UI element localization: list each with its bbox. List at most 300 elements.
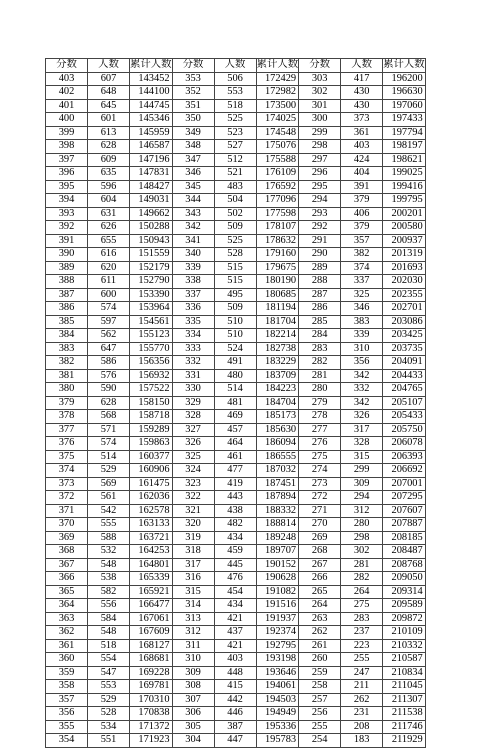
count-cell: 247 [341,666,383,680]
score-cell: 376 [46,437,88,451]
cumulative-cell: 210109 [383,626,426,640]
score-cell: 371 [46,504,88,518]
table-row [46,356,426,370]
score-cell: 403 [46,72,88,86]
score-cell: 381 [46,369,88,383]
count-cell: 521 [214,167,256,181]
cumulative-cell: 207001 [383,477,426,491]
cumulative-cell: 167061 [130,612,173,626]
count-cell: 424 [341,153,383,167]
count-cell: 379 [341,221,383,235]
count-cell: 525 [214,113,256,127]
count-cell: 512 [214,153,256,167]
score-cell: 350 [172,113,214,127]
cumulative-cell: 143452 [130,72,173,86]
cumulative-cell: 178107 [256,221,299,235]
score-cell: 398 [46,140,88,154]
count-cell: 528 [214,248,256,262]
count-cell: 443 [214,491,256,505]
count-cell: 461 [214,450,256,464]
count-cell: 361 [341,126,383,140]
count-cell: 231 [341,707,383,721]
count-cell: 510 [214,315,256,329]
header-cumulative-1: 累计人数 [130,59,172,71]
cumulative-cell: 197060 [383,99,426,113]
count-cell: 561 [88,491,130,505]
cumulative-cell: 176109 [256,167,299,181]
score-cell: 286 [299,302,341,316]
cumulative-cell: 153390 [130,288,173,302]
score-cell: 284 [299,329,341,343]
score-cell: 359 [46,666,88,680]
header-score-3: 分数 [299,59,341,73]
score-cell: 355 [46,720,88,734]
score-cell: 366 [46,572,88,586]
table-row [46,383,426,397]
cumulative-cell: 203425 [383,329,426,343]
count-cell: 325 [341,288,383,302]
cumulative-cell: 153964 [130,302,173,316]
header-count-3: 人数 [341,59,383,73]
cumulative-cell: 211929 [383,734,426,748]
count-cell: 645 [88,99,130,113]
table-row [46,248,426,262]
header-score-1: 分数 [46,59,88,73]
cumulative-cell: 151559 [130,248,173,262]
score-cell: 356 [46,707,88,721]
score-cell: 353 [172,72,214,86]
count-cell: 571 [88,423,130,437]
cumulative-cell: 205433 [383,410,426,424]
score-cell: 287 [299,288,341,302]
cumulative-cell: 149662 [130,207,173,221]
header-score-2: 分数 [172,59,214,73]
count-cell: 509 [214,221,256,235]
count-cell: 553 [214,86,256,100]
table-row [46,680,426,694]
count-cell: 283 [341,612,383,626]
cumulative-cell: 207607 [383,504,426,518]
count-cell: 504 [214,194,256,208]
score-cell: 276 [299,437,341,451]
count-cell: 562 [88,329,130,343]
count-cell: 551 [88,734,130,748]
table-row [46,167,426,181]
score-cell: 319 [172,531,214,545]
count-cell: 510 [214,329,256,343]
cumulative-cell: 155123 [130,329,173,343]
count-cell: 430 [341,86,383,100]
score-cell: 259 [299,666,341,680]
table-row [46,99,426,113]
score-cell: 274 [299,464,341,478]
count-cell: 590 [88,383,130,397]
score-cell: 375 [46,450,88,464]
score-cell: 285 [299,315,341,329]
count-cell: 481 [214,396,256,410]
count-cell: 454 [214,585,256,599]
table-row [46,275,426,289]
count-cell: 328 [341,437,383,451]
cumulative-cell: 171372 [130,720,173,734]
cumulative-cell: 193198 [256,653,299,667]
score-cell: 294 [299,194,341,208]
score-cell: 310 [172,653,214,667]
score-cell: 331 [172,369,214,383]
count-cell: 299 [341,464,383,478]
cumulative-cell: 191516 [256,599,299,613]
table-row [46,261,426,275]
score-cell: 305 [172,720,214,734]
cumulative-cell: 200201 [383,207,426,221]
cumulative-cell: 210834 [383,666,426,680]
count-cell: 255 [341,653,383,667]
count-cell: 211 [341,680,383,694]
cumulative-cell: 192795 [256,639,299,653]
cumulative-cell: 205750 [383,423,426,437]
count-cell: 655 [88,234,130,248]
score-cell: 339 [172,261,214,275]
count-cell: 477 [214,464,256,478]
count-cell: 502 [214,207,256,221]
score-cell: 322 [172,491,214,505]
cumulative-cell: 149031 [130,194,173,208]
count-cell: 547 [88,666,130,680]
cumulative-cell: 180190 [256,275,299,289]
score-cell: 386 [46,302,88,316]
score-cell: 269 [299,531,341,545]
table-row [46,410,426,424]
score-cell: 395 [46,180,88,194]
cumulative-cell: 208768 [383,558,426,572]
count-cell: 556 [88,599,130,613]
cumulative-cell: 199416 [383,180,426,194]
count-cell: 464 [214,437,256,451]
table-row [46,720,426,734]
score-cell: 290 [299,248,341,262]
table-row [46,437,426,451]
count-cell: 569 [88,477,130,491]
count-cell: 620 [88,261,130,275]
score-cell: 316 [172,572,214,586]
count-cell: 588 [88,531,130,545]
table-row [46,572,426,586]
count-cell: 607 [88,72,130,86]
score-cell: 342 [172,221,214,235]
score-cell: 323 [172,477,214,491]
count-cell: 515 [214,275,256,289]
count-cell: 529 [88,693,130,707]
table-row [46,86,426,100]
score-cell: 300 [299,113,341,127]
score-cell: 304 [172,734,214,748]
cumulative-cell: 163133 [130,518,173,532]
cumulative-cell: 175588 [256,153,299,167]
cumulative-cell: 208487 [383,545,426,559]
count-cell: 448 [214,666,256,680]
cumulative-cell: 207887 [383,518,426,532]
score-cell: 263 [299,612,341,626]
score-cell: 336 [172,302,214,316]
cumulative-cell: 208185 [383,531,426,545]
cumulative-cell: 194949 [256,707,299,721]
score-cell: 354 [46,734,88,748]
score-cell: 291 [299,234,341,248]
table-row [46,423,426,437]
table-row [46,504,426,518]
cumulative-cell: 209872 [383,612,426,626]
cumulative-cell: 180685 [256,288,299,302]
score-cell: 302 [299,86,341,100]
cumulative-cell: 172429 [256,72,299,86]
count-cell: 542 [88,504,130,518]
score-cell: 327 [172,423,214,437]
cumulative-cell: 192374 [256,626,299,640]
score-cell: 271 [299,504,341,518]
count-cell: 374 [341,261,383,275]
cumulative-cell: 211307 [383,693,426,707]
score-cell: 382 [46,356,88,370]
score-cell: 255 [299,720,341,734]
cumulative-cell: 196200 [383,72,426,86]
score-cell: 301 [299,99,341,113]
table-row [46,302,426,316]
cumulative-cell: 171923 [130,734,173,748]
table-row [46,477,426,491]
count-cell: 628 [88,396,130,410]
cumulative-cell: 175076 [256,140,299,154]
count-cell: 480 [214,369,256,383]
cumulative-cell: 210587 [383,653,426,667]
cumulative-cell: 167609 [130,626,173,640]
cumulative-cell: 181704 [256,315,299,329]
count-cell: 438 [214,504,256,518]
header-count-2: 人数 [214,59,256,73]
count-cell: 280 [341,518,383,532]
count-cell: 183 [341,734,383,748]
count-cell: 403 [214,653,256,667]
cumulative-cell: 161475 [130,477,173,491]
cumulative-cell: 195783 [256,734,299,748]
table-row [46,113,426,127]
score-cell: 267 [299,558,341,572]
count-cell: 309 [341,477,383,491]
count-cell: 576 [88,369,130,383]
cumulative-cell: 193646 [256,666,299,680]
score-cell: 266 [299,572,341,586]
score-cell: 326 [172,437,214,451]
score-cell: 399 [46,126,88,140]
count-cell: 421 [214,639,256,653]
score-cell: 278 [299,410,341,424]
score-cell: 268 [299,545,341,559]
table-row [46,639,426,653]
header-row [46,59,426,73]
count-cell: 357 [341,234,383,248]
count-cell: 648 [88,86,130,100]
cumulative-cell: 154561 [130,315,173,329]
count-cell: 421 [214,612,256,626]
table-row [46,491,426,505]
score-cell: 368 [46,545,88,559]
cumulative-cell: 190152 [256,558,299,572]
count-cell: 523 [214,126,256,140]
score-cell: 306 [172,707,214,721]
count-cell: 339 [341,329,383,343]
count-cell: 281 [341,558,383,572]
cumulative-cell: 186555 [256,450,299,464]
score-cell: 332 [172,356,214,370]
score-cell: 293 [299,207,341,221]
count-cell: 446 [214,707,256,721]
score-cell: 370 [46,518,88,532]
score-cell: 279 [299,396,341,410]
count-cell: 383 [341,315,383,329]
score-cell: 321 [172,504,214,518]
cumulative-cell: 195336 [256,720,299,734]
table-row [46,693,426,707]
score-cell: 365 [46,585,88,599]
count-cell: 597 [88,315,130,329]
count-cell: 596 [88,180,130,194]
score-cell: 318 [172,545,214,559]
score-cell: 340 [172,248,214,262]
score-cell: 362 [46,626,88,640]
cumulative-cell: 177096 [256,194,299,208]
cumulative-cell: 188332 [256,504,299,518]
score-cell: 260 [299,653,341,667]
cumulative-cell: 182214 [256,329,299,343]
cumulative-cell: 159289 [130,423,173,437]
count-cell: 514 [88,450,130,464]
cumulative-cell: 156356 [130,356,173,370]
score-cell: 401 [46,99,88,113]
score-cell: 258 [299,680,341,694]
score-cell: 388 [46,275,88,289]
cumulative-cell: 145346 [130,113,173,127]
cumulative-cell: 160906 [130,464,173,478]
count-cell: 294 [341,491,383,505]
count-cell: 525 [214,234,256,248]
header-count-1: 人数 [88,59,130,73]
score-cell: 378 [46,410,88,424]
score-cell: 317 [172,558,214,572]
count-cell: 509 [214,302,256,316]
score-cell: 348 [172,140,214,154]
score-cell: 329 [172,396,214,410]
score-cell: 265 [299,585,341,599]
cumulative-cell: 184223 [256,383,299,397]
count-cell: 346 [341,302,383,316]
cumulative-cell: 158718 [130,410,173,424]
cumulative-cell: 173500 [256,99,299,113]
count-cell: 326 [341,410,383,424]
cumulative-cell: 206393 [383,450,426,464]
score-cell: 341 [172,234,214,248]
table-row [46,180,426,194]
cumulative-cell: 177598 [256,207,299,221]
count-cell: 524 [214,342,256,356]
count-cell: 342 [341,369,383,383]
score-cell: 308 [172,680,214,694]
count-cell: 419 [214,477,256,491]
cumulative-cell: 162036 [130,491,173,505]
table-row [46,369,426,383]
table-row [46,342,426,356]
count-cell: 459 [214,545,256,559]
cumulative-cell: 201319 [383,248,426,262]
score-cell: 346 [172,167,214,181]
score-cell: 367 [46,558,88,572]
score-cell: 363 [46,612,88,626]
cumulative-cell: 185173 [256,410,299,424]
score-cell: 254 [299,734,341,748]
table-body [46,72,426,747]
score-cell: 361 [46,639,88,653]
count-cell: 518 [88,639,130,653]
score-cell: 337 [172,288,214,302]
cumulative-cell: 183709 [256,369,299,383]
table-row [46,207,426,221]
cumulative-cell: 170310 [130,693,173,707]
cumulative-cell: 164801 [130,558,173,572]
score-cell: 307 [172,693,214,707]
count-cell: 417 [341,72,383,86]
cumulative-cell: 168681 [130,653,173,667]
table-row [46,653,426,667]
count-cell: 310 [341,342,383,356]
cumulative-cell: 176592 [256,180,299,194]
score-cell: 280 [299,383,341,397]
count-cell: 514 [214,383,256,397]
table-row [46,234,426,248]
count-cell: 447 [214,734,256,748]
score-cell: 256 [299,707,341,721]
count-cell: 382 [341,248,383,262]
score-cell: 312 [172,626,214,640]
cumulative-cell: 164253 [130,545,173,559]
cumulative-cell: 147196 [130,153,173,167]
cumulative-cell: 179160 [256,248,299,262]
count-cell: 574 [88,302,130,316]
score-cell: 343 [172,207,214,221]
score-cell: 292 [299,221,341,235]
score-cell: 289 [299,261,341,275]
cumulative-cell: 211746 [383,720,426,734]
cumulative-cell: 158150 [130,396,173,410]
score-cell: 392 [46,221,88,235]
cumulative-cell: 194061 [256,680,299,694]
score-cell: 324 [172,464,214,478]
table-row [46,545,426,559]
table-row [46,612,426,626]
score-cell: 262 [299,626,341,640]
table-row [46,153,426,167]
score-cell: 282 [299,356,341,370]
cumulative-cell: 174025 [256,113,299,127]
count-cell: 515 [214,261,256,275]
score-cell: 314 [172,599,214,613]
table-row [46,221,426,235]
cumulative-cell: 191082 [256,585,299,599]
count-cell: 647 [88,342,130,356]
count-cell: 482 [214,518,256,532]
count-cell: 613 [88,126,130,140]
cumulative-cell: 204091 [383,356,426,370]
cumulative-cell: 150943 [130,234,173,248]
score-cell: 397 [46,153,88,167]
cumulative-cell: 166477 [130,599,173,613]
